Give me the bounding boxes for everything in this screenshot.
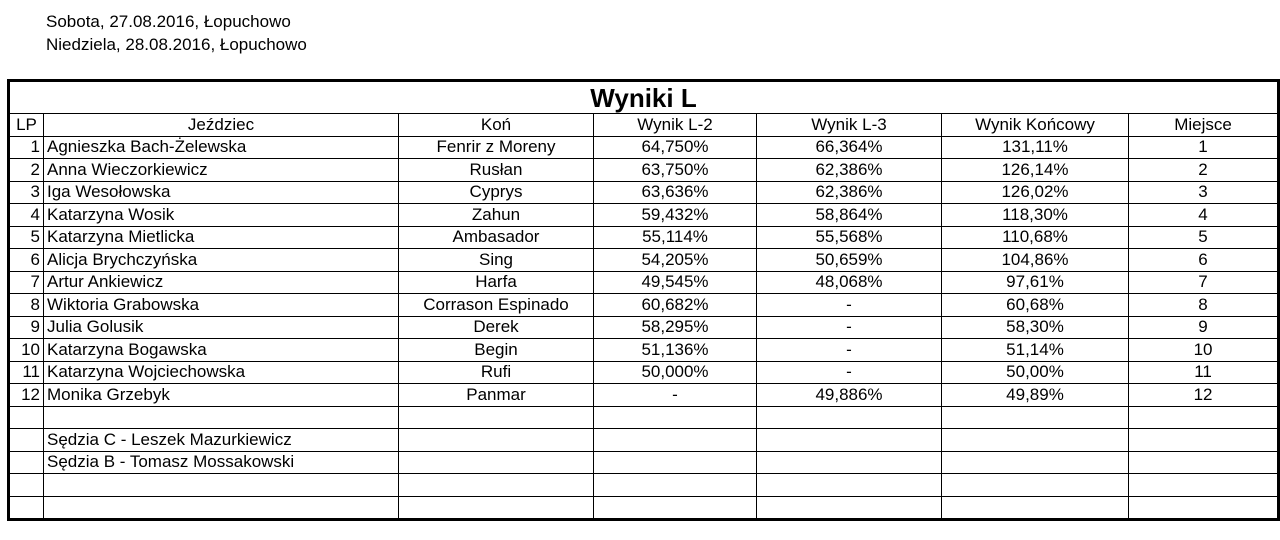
cell-lp: 6 <box>9 249 44 272</box>
table-row <box>9 204 1279 227</box>
column-header-score-l3: Wynik L-3 <box>757 114 942 137</box>
event-header <box>46 10 307 56</box>
judge-row <box>9 451 1279 474</box>
column-header-score-l2: Wynik L-2 <box>594 114 757 137</box>
cell-lp: 11 <box>9 361 44 384</box>
cell-score-l3: 49,886% <box>757 384 942 407</box>
cell-score-l2: - <box>594 384 757 407</box>
cell-rider: Artur Ankiewicz <box>44 271 399 294</box>
cell-rider: Anna Wieczorkiewicz <box>44 159 399 182</box>
title-row <box>9 81 1279 114</box>
cell-score-l3: 55,568% <box>757 226 942 249</box>
cell-rider: Julia Golusik <box>44 316 399 339</box>
column-header-horse: Koń <box>399 114 594 137</box>
cell-place: 8 <box>1129 294 1279 317</box>
cell-rider: Katarzyna Bogawska <box>44 339 399 362</box>
cell-score-l2: 64,750% <box>594 136 757 159</box>
event-date-line-2: Niedziela, 28.08.2016, Łopuchowo <box>46 35 307 54</box>
cell-lp: 9 <box>9 316 44 339</box>
table-row <box>9 181 1279 204</box>
cell-score-l3: 50,659% <box>757 249 942 272</box>
cell-rider: Katarzyna Mietlicka <box>44 226 399 249</box>
cell-horse: Sing <box>399 249 594 272</box>
table-row <box>9 316 1279 339</box>
cell-lp: 7 <box>9 271 44 294</box>
cell-final-score: 131,11% <box>942 136 1129 159</box>
result-rows <box>9 136 1279 406</box>
cell-final-score: 110,68% <box>942 226 1129 249</box>
cell-score-l3: 62,386% <box>757 181 942 204</box>
cell-place: 6 <box>1129 249 1279 272</box>
cell-place: 4 <box>1129 204 1279 227</box>
table-row <box>9 361 1279 384</box>
cell-score-l2: 58,295% <box>594 316 757 339</box>
judge-c: Sędzia C - Leszek Mazurkiewicz <box>44 429 399 452</box>
table-title: Wyniki L <box>9 81 1279 114</box>
table-row <box>9 384 1279 407</box>
cell-lp: 8 <box>9 294 44 317</box>
column-header-place: Miejsce <box>1129 114 1279 137</box>
cell-final-score: 126,02% <box>942 181 1129 204</box>
blank-row <box>9 474 1279 497</box>
cell-horse: Cyprys <box>399 181 594 204</box>
cell-place: 10 <box>1129 339 1279 362</box>
cell-horse: Rufi <box>399 361 594 384</box>
table-row <box>9 226 1279 249</box>
cell-score-l2: 49,545% <box>594 271 757 294</box>
cell-score-l3: - <box>757 339 942 362</box>
cell-lp: 12 <box>9 384 44 407</box>
cell-rider: Iga Wesołowska <box>44 181 399 204</box>
blank-row <box>9 496 1279 520</box>
cell-score-l2: 60,682% <box>594 294 757 317</box>
cell-place: 7 <box>1129 271 1279 294</box>
cell-lp: 3 <box>9 181 44 204</box>
cell-lp: 2 <box>9 159 44 182</box>
cell-score-l3: 62,386% <box>757 159 942 182</box>
cell-final-score: 60,68% <box>942 294 1129 317</box>
cell-place: 11 <box>1129 361 1279 384</box>
cell-score-l3: - <box>757 294 942 317</box>
cell-lp: 1 <box>9 136 44 159</box>
cell-horse: Harfa <box>399 271 594 294</box>
cell-horse: Rusłan <box>399 159 594 182</box>
cell-place: 2 <box>1129 159 1279 182</box>
cell-rider: Agnieszka Bach-Żelewska <box>44 136 399 159</box>
cell-score-l2: 63,750% <box>594 159 757 182</box>
cell-place: 5 <box>1129 226 1279 249</box>
results-table <box>7 79 1280 521</box>
cell-final-score: 51,14% <box>942 339 1129 362</box>
cell-final-score: 49,89% <box>942 384 1129 407</box>
cell-score-l2: 50,000% <box>594 361 757 384</box>
table-row <box>9 249 1279 272</box>
cell-rider: Wiktoria Grabowska <box>44 294 399 317</box>
table-row <box>9 159 1279 182</box>
column-header-rider: Jeździec <box>44 114 399 137</box>
cell-rider: Monika Grzebyk <box>44 384 399 407</box>
cell-score-l3: 66,364% <box>757 136 942 159</box>
cell-horse: Zahun <box>399 204 594 227</box>
cell-lp: 5 <box>9 226 44 249</box>
table-row <box>9 136 1279 159</box>
cell-rider: Katarzyna Wosik <box>44 204 399 227</box>
cell-final-score: 104,86% <box>942 249 1129 272</box>
cell-score-l2: 63,636% <box>594 181 757 204</box>
column-header-final-score: Wynik Końcowy <box>942 114 1129 137</box>
cell-score-l3: 48,068% <box>757 271 942 294</box>
cell-lp: 10 <box>9 339 44 362</box>
cell-final-score: 50,00% <box>942 361 1129 384</box>
cell-score-l3: - <box>757 316 942 339</box>
cell-score-l2: 54,205% <box>594 249 757 272</box>
cell-score-l3: 58,864% <box>757 204 942 227</box>
table-row <box>9 271 1279 294</box>
judge-row <box>9 429 1279 452</box>
cell-rider: Alicja Brychczyńska <box>44 249 399 272</box>
cell-horse: Ambasador <box>399 226 594 249</box>
cell-place: 9 <box>1129 316 1279 339</box>
blank-row <box>9 406 1279 429</box>
cell-horse: Corrason Espinado <box>399 294 594 317</box>
cell-final-score: 118,30% <box>942 204 1129 227</box>
cell-score-l3: - <box>757 361 942 384</box>
cell-final-score: 126,14% <box>942 159 1129 182</box>
cell-place: 12 <box>1129 384 1279 407</box>
table-row <box>9 294 1279 317</box>
cell-score-l2: 55,114% <box>594 226 757 249</box>
cell-place: 1 <box>1129 136 1279 159</box>
cell-final-score: 58,30% <box>942 316 1129 339</box>
cell-final-score: 97,61% <box>942 271 1129 294</box>
cell-rider: Katarzyna Wojciechowska <box>44 361 399 384</box>
column-header-lp: LP <box>9 114 44 137</box>
header-row <box>9 114 1279 137</box>
cell-place: 3 <box>1129 181 1279 204</box>
cell-score-l2: 51,136% <box>594 339 757 362</box>
judge-b: Sędzia B - Tomasz Mossakowski <box>44 451 399 474</box>
event-date-line-1: Sobota, 27.08.2016, Łopuchowo <box>46 12 291 31</box>
cell-score-l2: 59,432% <box>594 204 757 227</box>
cell-horse: Panmar <box>399 384 594 407</box>
cell-horse: Begin <box>399 339 594 362</box>
table-row <box>9 339 1279 362</box>
cell-lp: 4 <box>9 204 44 227</box>
cell-horse: Fenrir z Moreny <box>399 136 594 159</box>
cell-horse: Derek <box>399 316 594 339</box>
